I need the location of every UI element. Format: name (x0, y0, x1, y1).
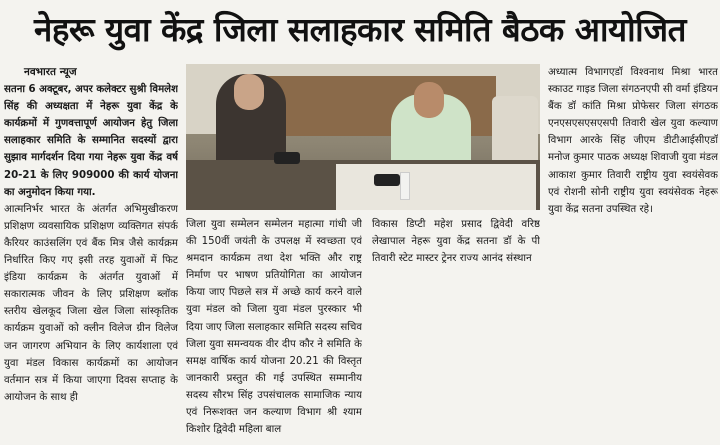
article-column-4 (548, 64, 718, 264)
headline: नेहरू युवा केंद्र जिला सलाहकार समिति बैठक आयोजित (34, 10, 686, 49)
body-paragraph-4: अध्यात्म विभागएडॉ विश्वनाथ मिश्रा भारत स्काउट गाइड जिला संगठनएपी सी वर्मा इंडियन बैंक डॉ कांति मिश्रा प्रोफेसर जिला संगठक एनएसएसएसएसपी तिवारी खेल युवा कल्याण विभाग आरके सिंह जीएम डीटीआईसीएडॉ मनोज कुमार पाठक अध्यक्ष शिवाजी युवा मंडल आकाश कुमार तिवारी राष्ट्रीय युवा स्वयंसेवक एवं रोशनी सोनी राष्ट्रीय युवा स्वयंसेवक नेहरू युवा केंद्र सतना उपस्थित रहे। (548, 67, 718, 215)
lead-paragraph: सतना 6 अक्टूबर, अपर कलेक्टर सुश्री विमलेश सिंह की अध्यक्षता में नेहरू युवा केंद्र के कार्यक्रमों में गुणवत्तापूर्ण आयोजन हेतु जिला सलाहकार समिति के सम्मानित सदस्यों द्वारा सुझाव मार्गदर्शन दिया गया नेहरू युवा केंद्र वर्ष 20-21 के लिए 909000 की कार्य योजना का अनुमोदन किया गया. (4, 84, 178, 198)
body-paragraph-3: विकास डिप्टी महेश प्रसाद द्विवेदी वरिष्ठ लेखापाल नेहरू युवा केंद्र सतना डॉ के पी तिवारी स्टेट मास्टर ट्रेनर राज्य आनंद संस्थान (372, 219, 540, 265)
body-paragraph-2: जिला युवा सम्मेलन सम्मेलन महात्मा गांधी जी की 150वीं जयंती के उपलक्ष में स्वच्छता एवं श्रमदान कार्यक्रम तथा देश भक्ति और राष्ट्र निर्माण पर भाषण प्रतियोगिता का आयोजन किया जाए पिछले सत्र में अच्छे कार्य करने वाले युवा मंडल को जिला युवा मंडल पुरस्कार भी दिया जाए जिला सलाहकार समिति सदस्य सचिव जिला युवा समन्वयक वीर दीप कौर ने समिति के समक्ष वार्षिक कार्य योजना 20.21 की विस्तृत जानकारी प्रस्तुत की गई उपस्थित सम्मानीय सदस्य सौरभ सिंह उपसंचालक सामाजिक न्याय एवं निरूशक्त जन कल्याण विभाग श्री श्याम किशोर द्विवेदी महिला बाल (186, 219, 362, 436)
article-column-1 (4, 64, 178, 444)
microphone-icon (374, 174, 400, 186)
body-paragraph-1: आत्मनिर्भर भारत के अंतर्गत अभिमुखीकरण प्रशिक्षण व्यवसायिक प्रशिक्षण व्यक्तिगत संपर्क कैरियर काउंसलिंग एवं बैंक मित्र जैसे कार्यक्रम निर्धारित किए गए इसी तरह युवाओं में फिट इंडिया कार्यक्रम के अंतर्गत युवाओं में सकारात्मक जीवन के लिए प्रशिक्षण ब्लॉक स्तरीय खेलकूद जिला खेल जिला सांस्कृतिक कार्यक्रम युवाओं को क्लीन विलेज ग्रीन विलेज जन जागरण अभियान के लिए कार्यशाला एवं युवा मंडल विकास कार्यक्रमों का आयोजन वर्तमान सत्र में किया जाएगा दिवस सप्ताह के आयोजन के साथ ही (4, 203, 178, 403)
meeting-photo (186, 64, 540, 210)
article-column-3 (372, 216, 540, 276)
microphone-icon (274, 152, 300, 164)
byline: नवभारत न्यूज (24, 66, 77, 78)
water-bottle-icon (400, 172, 410, 200)
article-column-2 (186, 216, 362, 444)
